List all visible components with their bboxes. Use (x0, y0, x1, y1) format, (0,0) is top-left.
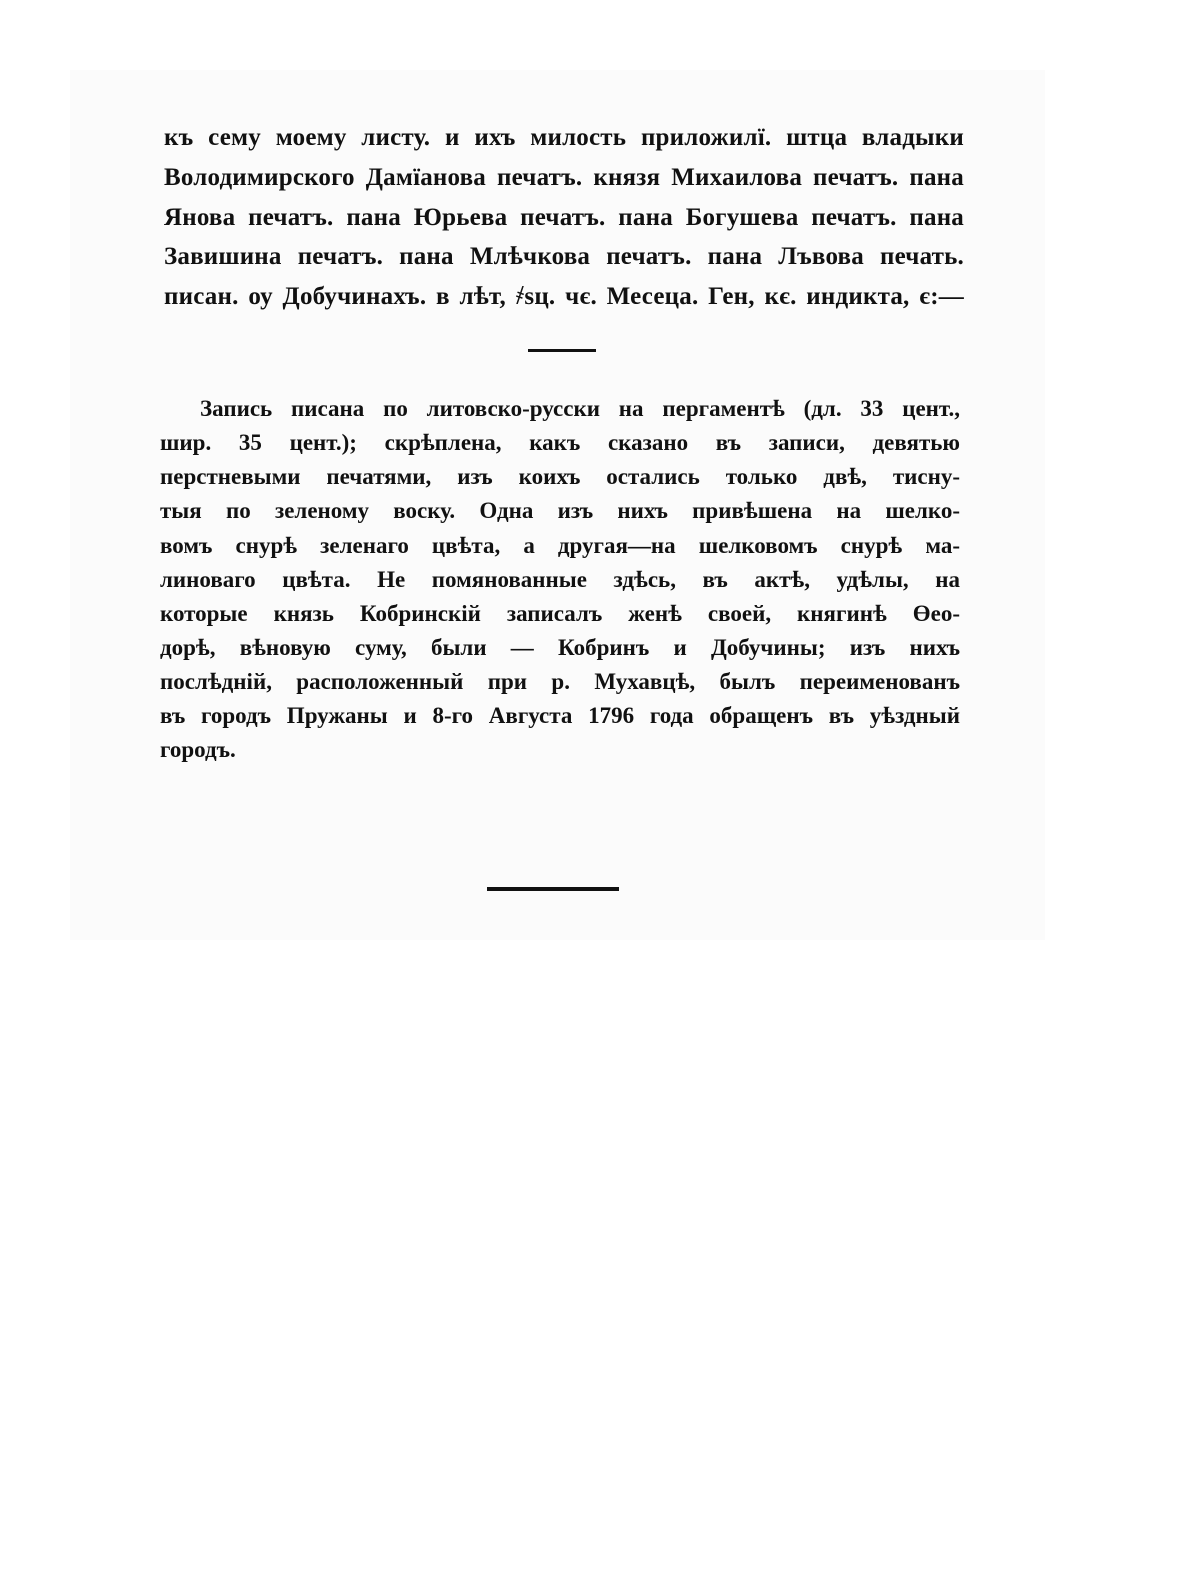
note-line-4: тыя по зеленому воску. Одна изъ нихъ привѣшена на шелко- (160, 498, 960, 523)
note-line-1: Запись писана по литовско-русски на пергаментѣ (дл. 33 цент., (200, 396, 960, 421)
note-line-5: вомъ снурѣ зеленаго цвѣта, а другая—на шелковомъ снурѣ ма- (160, 533, 960, 558)
charter-line-5: писан. оу Добучинахъ. в лѣт, ҂ѕц. чє. Месеца. Ген, кє. индикта, є:— (164, 283, 964, 310)
charter-line-4: Завишина печатъ. пана Млѣчкова печатъ. пана Лъвова печать. (164, 243, 964, 270)
note-line-9: послѣдній, расположенный при р. Мухавцѣ, былъ переименованъ (160, 669, 960, 694)
note-line-10: въ городъ Пружаны и 8-го Августа 1796 года обращенъ въ уѣздный (160, 703, 960, 728)
note-line-6: линоваго цвѣта. Не помянованные здѣсь, въ актѣ, удѣлы, на (160, 567, 960, 592)
charter-line-1: къ сему моему листу. и ихъ милость приложилї. штца владыки (164, 124, 964, 151)
charter-line-3: Янова печатъ. пана Юрьева печатъ. пана Богушева печатъ. пана (164, 204, 964, 231)
note-line-3: перстневыми печатями, изъ коихъ остались только двѣ, тисну- (160, 464, 960, 489)
note-line-8: дорѣ, вѣновую суму, были — Кобринъ и Добучины; изъ нихъ (160, 635, 960, 660)
end-divider (487, 887, 619, 891)
charter-line-2: Володимирского Дамїанова печатъ. князя Михаилова печатъ. пана (164, 164, 964, 191)
note-line-7: которые князь Кобринскій записалъ женѣ своей, княгинѣ Өео- (160, 601, 960, 626)
note-line-11: городъ. (160, 737, 236, 762)
section-divider (528, 349, 596, 352)
note-line-2: шир. 35 цент.); скрѣплена, какъ сказано въ записи, девятью (160, 430, 960, 455)
